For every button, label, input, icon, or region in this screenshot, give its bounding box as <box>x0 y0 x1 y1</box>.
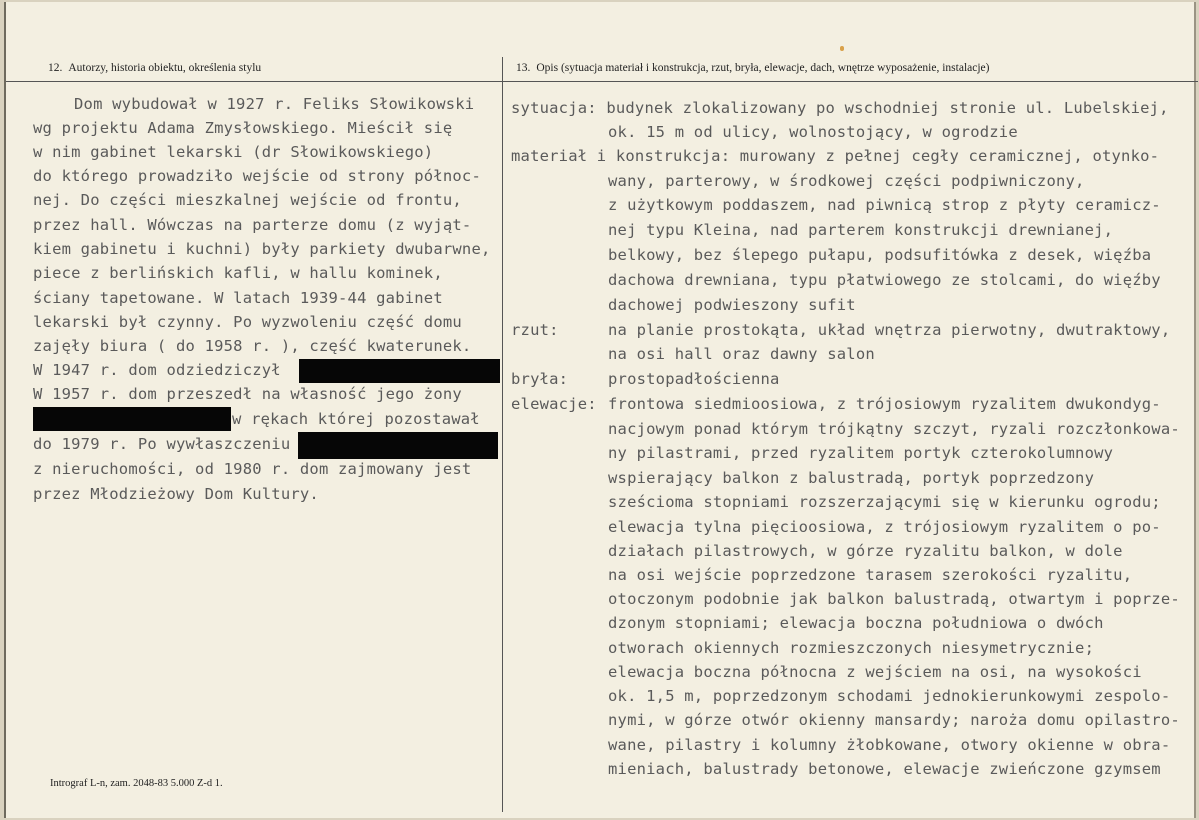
history-line: wg projektu Adama Zmysłowskiego. Mieścił się <box>33 119 453 137</box>
history-line: zajęły biura ( do 1958 r. ), część kwaterunek. <box>33 337 472 355</box>
description-line: otworach okiennych rozmieszczonych niesymetrycznie; <box>608 639 1095 657</box>
section-13-header <box>516 62 989 74</box>
description-line: na osi hall oraz dawny salon <box>608 345 875 363</box>
history-line: przez hall. Wówczas na parterze domu (z wyjąt- <box>33 216 472 234</box>
section-number: 13. <box>516 62 531 74</box>
history-line: W 1947 r. dom odziedziczył <box>33 361 281 379</box>
history-line: do którego prowadziło wejście od strony północ- <box>33 167 481 185</box>
redaction-bar <box>298 432 498 459</box>
redaction-bar <box>33 407 231 431</box>
header-divider <box>6 81 1198 82</box>
section-title: Autorzy, historia obiektu, określenia stylu <box>68 62 262 74</box>
description-line: sytuacja: budynek zlokalizowany po wschodniej stronie ul. Lubelskiej, <box>511 99 1169 117</box>
column-divider <box>502 57 503 812</box>
description-line: wspierający balkon z balustradą, portyk poprzedzony <box>608 469 1095 487</box>
description-line: mieniach, balustrady betonowe, elewacje zwieńczone gzymsem <box>608 760 1161 778</box>
description-line: elewacja boczna północna z wejściem na osi, na wysokości <box>608 663 1142 681</box>
description-line: ok. 15 m od ulicy, wolnostojący, w ogrodzie <box>608 123 1018 141</box>
description-line: nej typu Kleina, nad parterem konstrukcji drewnianej, <box>608 221 1114 239</box>
description-line: wany, parterowy, w środkowej części podpiwniczony, <box>608 172 1085 190</box>
section-12-header <box>48 62 261 74</box>
history-line: w rękach której pozostawał <box>232 410 480 428</box>
document-sheet <box>4 2 1196 818</box>
description-line: dzonym stopniami; elewacja boczna południowa o dwóch <box>608 614 1104 632</box>
description-line: belkowy, bez ślepego pułapu, podsufitówka z desek, więźba <box>608 246 1152 264</box>
field-label-rzut: rzut: <box>511 321 559 339</box>
history-line: kiem gabinetu i kuchni) były parkiety dwubarwne, <box>33 240 491 258</box>
printer-imprint: Intrograf L-n, zam. 2048-83 5.000 Z-d 1. <box>50 778 223 789</box>
description-line: dachowa drewniana, typu płatwiowego ze stolcami, do więźby <box>608 271 1161 289</box>
description-line: wane, pilastry i kolumny żłobkowane, otwory okienne w obra- <box>608 736 1171 754</box>
section-title: Opis (sytuacja materiał i konstrukcja, rzut, bryła, elewacje, dach, wnętrze wyposażenie, instalacje) <box>536 62 990 74</box>
description-line: działach pilastrowych, w górze ryzalitu balkon, w dole <box>608 542 1123 560</box>
field-label-bryla: bryła: <box>511 370 569 388</box>
description-line: sześcioma stopniami rozszerzającymi się w kierunku ogrodu; <box>608 493 1161 511</box>
history-line: W 1957 r. dom przeszedł na własność jego żony <box>33 385 462 403</box>
history-line: nej. Do części mieszkalnej wejście od frontu, <box>33 191 462 209</box>
history-line: piece z berlińskich kafli, w hallu kominek, <box>33 264 443 282</box>
history-line: do 1979 r. Po wywłaszczeniu <box>33 435 291 453</box>
history-line: przez Młodzieżowy Dom Kultury. <box>33 485 319 503</box>
redaction-bar <box>299 359 500 383</box>
description-line: materiał i konstrukcja: murowany z pełnej cegły ceramicznej, otynko- <box>511 147 1160 165</box>
description-line: otoczonym podobnie jak balkon balustradą, otwartym i poprze- <box>608 590 1180 608</box>
history-line: ściany tapetowane. W latach 1939-44 gabinet <box>33 289 443 307</box>
description-line: frontowa siedmioosiowa, z trójosiowym ryzalitem dwukondyg- <box>608 395 1161 413</box>
history-line: w nim gabinet lekarski (dr Słowikowskiego) <box>33 143 434 161</box>
description-line: z użytkowym poddaszem, nad piwnicą strop z płyty ceramicz- <box>608 196 1161 214</box>
description-line: prostopadłościenna <box>608 370 780 388</box>
description-line: na osi wejście poprzedzone tarasem szerokości ryzalitu, <box>608 566 1133 584</box>
description-line: nymi, w górze otwór okienny mansardy; naroża domu opilastro- <box>608 711 1180 729</box>
description-line: dachowej podwieszony sufit <box>608 296 856 314</box>
description-line: ny pilastrami, przed ryzalitem portyk czterokolumnowy <box>608 444 1114 462</box>
history-line: Dom wybudował w 1927 r. Feliks Słowikowski <box>74 95 475 113</box>
description-line: ok. 1,5 m, poprzedzonym schodami jednokierunkowymi zespolo- <box>608 687 1171 705</box>
history-line: z nieruchomości, od 1980 r. dom zajmowany jest <box>33 460 472 478</box>
field-label-elewacje: elewacje: <box>511 395 597 413</box>
description-line: nacjowym ponad którym trójkątny szczyt, ryzali rozczłonkowa- <box>608 420 1180 438</box>
stain-dot <box>840 46 844 51</box>
description-line: elewacja tylna pięcioosiowa, z trójosiowym ryzalitem o po- <box>608 518 1161 536</box>
history-line: lekarski był czynny. Po wyzwoleniu część domu <box>33 313 462 331</box>
description-line: na planie prostokąta, układ wnętrza pierwotny, dwutraktowy, <box>608 321 1171 339</box>
section-number: 12. <box>48 62 63 74</box>
